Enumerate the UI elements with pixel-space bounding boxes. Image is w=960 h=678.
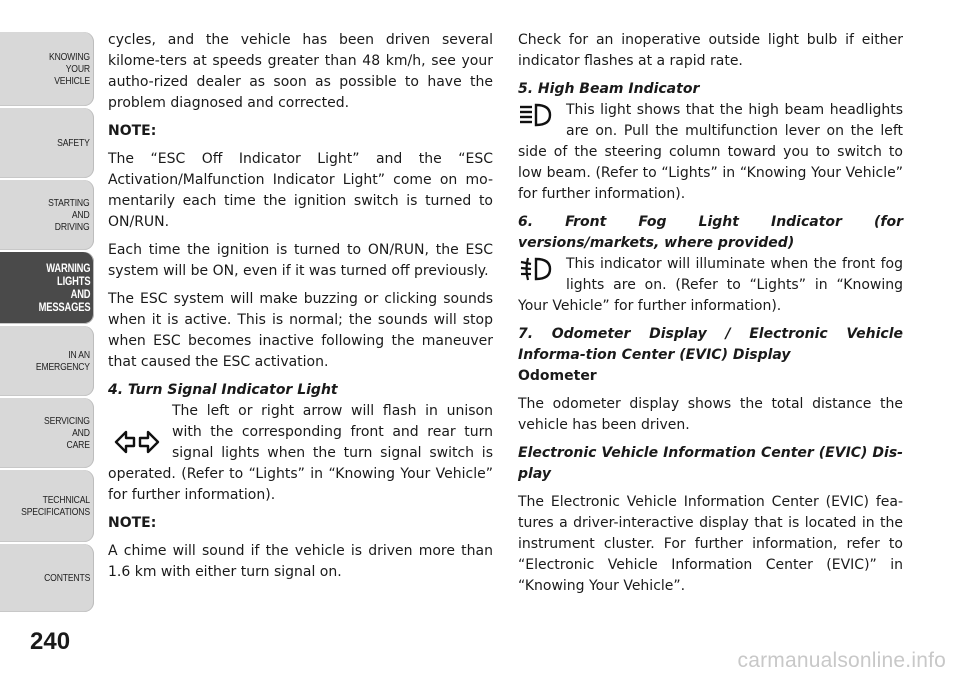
- tab-contents[interactable]: [0, 544, 94, 612]
- paragraph: cycles, and the vehicle has been driven several kilome-ters at speeds greater than 48 km/h, see your autho-rized dealer as soon as possible to have the problem diagnosed and corrected.: [108, 32, 493, 111]
- odometer-evic-heading: 7. Odometer Display / Electronic Vehicle Informa-tion Center (EVIC) Display: [518, 326, 903, 363]
- turn-signal-text: The left or right arrow will flash in unison with the corresponding front and rear turn signal lights when the turn signal switch is operated. (Refer to “Lights” in “Knowing Your Vehicle” for further information).: [108, 403, 493, 503]
- tab-label: STARTING AND DRIVING: [48, 197, 90, 233]
- fog-light-heading: 6. Front Fog Light Indicator (for versions/markets, where provided): [518, 214, 903, 251]
- page-number: 240: [30, 628, 71, 655]
- high-beam-text: This light shows that the high beam headlights are on. Pull the multifunction lever on the left side of the steering column toward you to switch to low beam. (Refer to “Lights” in “Knowing Your Vehicle” for further information).: [518, 102, 903, 202]
- watermark: carmanualsonline.info: [737, 649, 946, 672]
- high-beam-block: [518, 100, 903, 205]
- tab-label: TECHNICAL SPECIFICATIONS: [21, 494, 90, 518]
- high-beam-icon: [518, 102, 552, 135]
- odometer-subheading: Odometer: [518, 368, 597, 384]
- tab-label: KNOWING YOUR VEHICLE: [49, 51, 90, 87]
- tab-knowing-your-vehicle[interactable]: [0, 32, 94, 106]
- paragraph: The odometer display shows the total distance the vehicle has been driven.: [518, 396, 903, 433]
- high-beam-heading: 5. High Beam Indicator: [518, 81, 700, 97]
- fog-light-text: This indicator will illuminate when the front fog lights are on. (Refer to “Lights” in “Knowing Your Vehicle” for further information).: [518, 256, 903, 314]
- evic-subheading: Electronic Vehicle Information Center (EVIC) Dis-play: [518, 445, 903, 482]
- fog-light-block: [518, 254, 903, 317]
- paragraph: Each time the ignition is turned to ON/RUN, the ESC system will be ON, even if it was turned off previously.: [108, 242, 493, 279]
- tab-in-an-emergency[interactable]: [0, 326, 94, 396]
- right-column: [518, 30, 903, 604]
- tab-label: CONTENTS: [43, 572, 90, 584]
- chapter-tabs: [0, 0, 96, 600]
- paragraph: Check for an inoperative outside light bulb if either indicator flashes at a rapid rate.: [518, 32, 903, 69]
- front-fog-light-icon: [518, 256, 552, 289]
- tab-label: IN AN EMERGENCY: [35, 349, 90, 373]
- paragraph: The ESC system will make buzzing or clicking sounds when it is active. This is normal; the sounds will stop when ESC becomes inactive following the maneuver that caused the ESC activation.: [108, 291, 493, 370]
- turn-signal-heading: 4. Turn Signal Indicator Light: [108, 382, 338, 398]
- tab-label: WARNING LIGHTS AND MESSAGES: [38, 261, 90, 314]
- tab-safety[interactable]: [0, 108, 94, 178]
- paragraph: A chime will sound if the vehicle is driven more than 1.6 km with either turn signal on.: [108, 543, 493, 580]
- tab-warning-lights-and-messages[interactable]: [0, 252, 94, 324]
- turn-signal-block: [108, 401, 493, 506]
- left-column: [108, 30, 493, 590]
- paragraph: The “ESC Off Indicator Light” and the “ESC Activation/Malfunction Indicator Light” come on mo-mentarily each time the ignition switch is turned to ON/RUN.: [108, 151, 493, 230]
- paragraph: The Electronic Vehicle Information Center (EVIC) fea-tures a driver-interactive display that is located in the instrument cluster. For further information, refer to “Electronic Vehicle Information Center (EVIC)” in “Knowing Your Vehicle”.: [518, 494, 903, 594]
- note-label: NOTE:: [108, 515, 157, 531]
- tab-label: SAFETY: [57, 137, 90, 149]
- tab-label: SERVICING AND CARE: [44, 415, 90, 451]
- note-label: NOTE:: [108, 123, 157, 139]
- tab-servicing-and-care[interactable]: [0, 398, 94, 468]
- tab-starting-and-driving[interactable]: [0, 180, 94, 250]
- tab-technical-specifications[interactable]: [0, 470, 94, 542]
- turn-signal-icon: [114, 427, 160, 464]
